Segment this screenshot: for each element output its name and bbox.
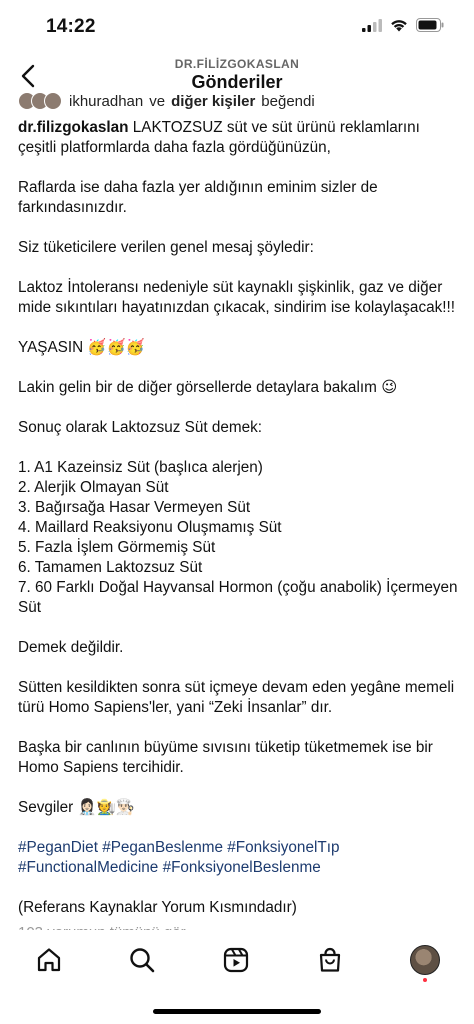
liked-by-row[interactable]	[18, 92, 315, 110]
bottom-tab-bar	[0, 930, 474, 1024]
signal-icon	[362, 19, 382, 32]
liked-by-text: ve	[149, 92, 166, 110]
tab-shop[interactable]	[312, 942, 348, 978]
post-caption	[18, 118, 458, 938]
status-time: 14:22	[46, 16, 96, 37]
caption-intro: dr.filizgokaslan LAKTOZSUZ süt ve süt ürünü reklamlarını çeşitli platformlarda daha fazla gördüğünüzün,	[18, 119, 420, 156]
tab-profile[interactable]	[407, 942, 443, 978]
caption-username[interactable]: dr.filizgokaslan	[18, 119, 129, 136]
profile-avatar	[410, 945, 440, 975]
tab-search[interactable]	[124, 942, 160, 978]
liker-avatars	[18, 92, 57, 110]
caption-paragraph: Laktoz İntoleransı nedeniyle süt kaynaklı şişkinlik, gaz ve diğer mide sıkıntıları hayatınızdan çıkacak, sindirim ise kolaylaşacak!!!	[18, 279, 455, 316]
post-content	[0, 92, 474, 930]
caption-paragraph: Lakin gelin bir de diğer görsellerde detaylara bakalım 😉	[18, 379, 398, 396]
hashtag-link[interactable]: #PeganBeslenme	[102, 839, 223, 856]
battery-icon	[416, 18, 444, 32]
wifi-icon	[390, 18, 408, 32]
hashtags	[18, 838, 458, 878]
hashtag-link[interactable]: #FonksiyonelTıp	[227, 839, 340, 856]
list-item: 3. Bağırsağa Hasar Vermeyen Süt	[18, 499, 251, 516]
list-item: 5. Fazla İşlem Görmemiş Süt	[18, 539, 216, 556]
hashtag-link[interactable]: #PeganDiet	[18, 839, 98, 856]
hashtag-link[interactable]: #FunctionalMedicine	[18, 859, 159, 876]
caption-paragraph: YAŞASIN 🥳🥳🥳	[18, 339, 145, 356]
status-icons	[362, 18, 444, 32]
reels-icon	[222, 946, 250, 974]
caption-paragraph: (Referans Kaynaklar Yorum Kısmındadır)	[18, 899, 297, 916]
notification-dot	[423, 978, 427, 982]
hashtag-link[interactable]: #FonksiyonelBeslenme	[162, 859, 321, 876]
caption-paragraph: Sütten kesildikten sonra süt içmeye devam eden yegâne memeli türü Homo Sapiens'ler, yani “Zeki İnsanlar” dır.	[18, 679, 455, 716]
home-indicator[interactable]	[153, 1009, 321, 1014]
list-item: 4. Maillard Reaksiyonu Oluşmamış Süt	[18, 519, 282, 536]
caption-paragraph: Siz tüketicilere verilen genel mesaj şöyledir:	[18, 239, 314, 256]
caption-list	[18, 458, 458, 618]
list-item: 6. Tamamen Laktozsuz Süt	[18, 559, 203, 576]
page-title: Gönderiler	[191, 72, 283, 92]
caption-paragraph: Sonuç olarak Laktozsuz Süt demek:	[18, 419, 263, 436]
search-icon	[128, 946, 156, 974]
liked-by-name[interactable]: ikhuradhan	[69, 92, 144, 110]
caption-paragraph: Raflarda ise daha fazla yer aldığının eminim sizler de farkındasınızdır.	[18, 179, 378, 216]
caption-paragraph: Demek değildir.	[18, 639, 124, 656]
status-bar	[0, 0, 474, 54]
list-item: 1. A1 Kazeinsiz Süt (başlıca alerjen)	[18, 459, 263, 476]
tab-home[interactable]	[31, 942, 67, 978]
liked-by-suffix: beğendi	[261, 92, 315, 110]
header-username[interactable]: DR.FİLİZGOKASLAN	[174, 57, 300, 71]
tab-reels[interactable]	[218, 942, 254, 978]
caption-paragraph: Sevgiler 👩🏻‍⚕️🧑‍🌾👨🏻‍🍳	[18, 799, 135, 816]
list-item: 7. 60 Farklı Doğal Hayvansal Hormon (çoğu anabolik) İçermeyen Süt	[18, 579, 458, 616]
caption-paragraph: Başka bir canlının büyüme sıvısını tüketip tüketmemek ise bir Homo Sapiens tercihidir.	[18, 739, 433, 776]
list-item: 2. Alerjik Olmayan Süt	[18, 479, 169, 496]
liked-by-others[interactable]: diğer kişiler	[171, 92, 256, 110]
shop-icon	[316, 946, 344, 974]
home-icon	[35, 946, 63, 974]
